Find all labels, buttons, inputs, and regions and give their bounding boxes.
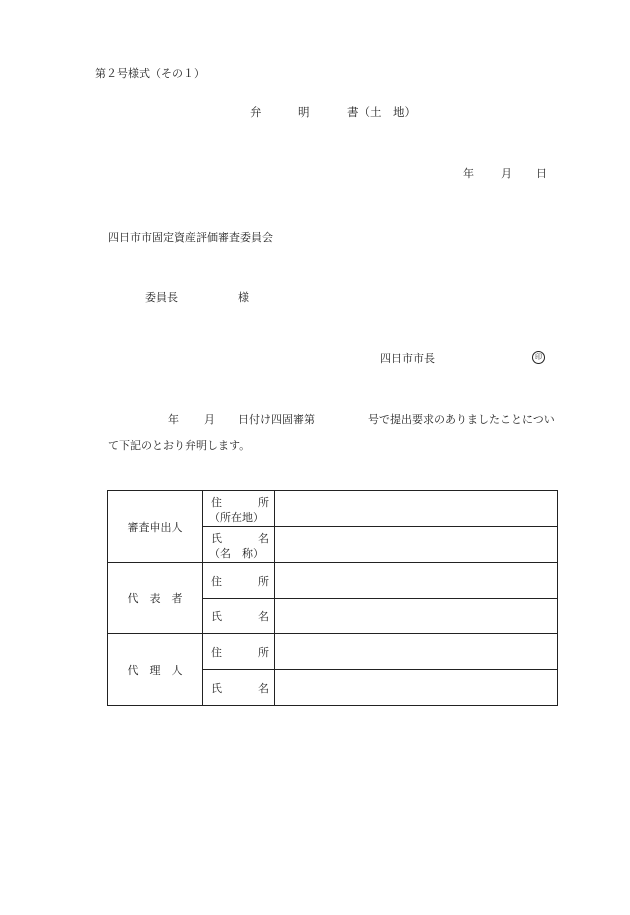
label-address-location: 住 所 （所在地） — [203, 491, 275, 527]
body-ref: 日付け四固審第 — [238, 413, 315, 426]
date-day: 日 — [536, 167, 547, 180]
applicant-address-input[interactable] — [275, 491, 558, 527]
form-number: 第２号様式（その１） — [95, 67, 205, 80]
body-month: 月 — [204, 413, 215, 426]
label-agent-name: 氏 名 — [203, 670, 275, 706]
label-name-title: 氏 名 （名 称） — [203, 527, 275, 563]
group-applicant: 審査申出人 — [108, 491, 203, 563]
addressee-chair: 委員長 — [145, 291, 178, 304]
title-char-3: 書（土 地） — [347, 105, 416, 119]
applicant-table — [107, 490, 558, 706]
label-representative-address: 住 所 — [203, 563, 275, 599]
representative-name-input[interactable] — [275, 599, 558, 634]
title-char-2: 明 — [298, 105, 310, 119]
body-year: 年 — [168, 413, 179, 426]
addressee-honorific: 様 — [238, 291, 249, 304]
label-representative-name: 氏 名 — [203, 599, 275, 634]
seal-mark: 印 — [532, 351, 545, 364]
date-year: 年 — [463, 167, 474, 180]
applicant-name-input[interactable] — [275, 527, 558, 563]
body-rest: 号で提出要求のありましたことについ — [368, 413, 555, 426]
label-agent-address: 住 所 — [203, 634, 275, 670]
group-agent: 代 理 人 — [108, 634, 203, 706]
group-representative: 代 表 者 — [108, 563, 203, 634]
agent-address-input[interactable] — [275, 634, 558, 670]
title-char-1: 弁 — [250, 105, 262, 119]
sender-name: 四日市市長 — [380, 352, 435, 365]
representative-address-input[interactable] — [275, 563, 558, 599]
date-month: 月 — [501, 167, 512, 180]
body-line-2: て下記のとおり弁明します。 — [108, 439, 251, 452]
addressee-organization: 四日市市固定資産評価審査委員会 — [108, 231, 273, 244]
agent-name-input[interactable] — [275, 670, 558, 706]
